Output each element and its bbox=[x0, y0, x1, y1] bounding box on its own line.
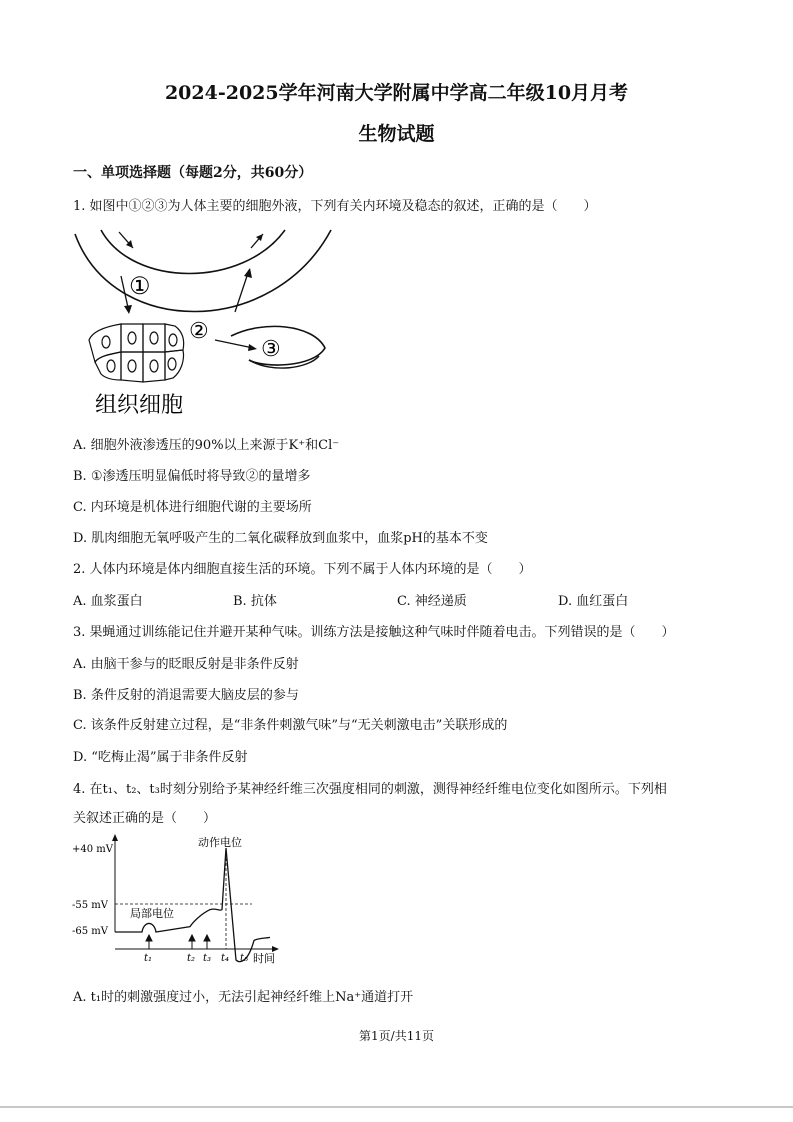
q1-option-d: D. 肌肉细胞无氧呼吸产生的二氧化碳释放到血浆中，血浆pH的基本不变 bbox=[73, 531, 488, 546]
y-tick-plus40: +40 mV bbox=[72, 844, 113, 855]
x-tick-t5: t₅ bbox=[240, 953, 249, 964]
label-1: ① bbox=[129, 272, 151, 300]
y-axis-arrow bbox=[112, 834, 118, 841]
section-heading: 一、单项选择题（每题2分，共60分） bbox=[73, 165, 313, 181]
tissue-cell-label: 组织细胞 bbox=[95, 393, 184, 418]
exam-title: 2024-2025学年河南大学附属中学高二年级10月月考 bbox=[164, 82, 629, 104]
x-tick-t1: t₁ bbox=[144, 953, 153, 964]
q2-option-c: C. 神经递质 bbox=[397, 594, 467, 609]
label-2: ② bbox=[189, 319, 209, 344]
body-fluid-diagram bbox=[73, 228, 333, 420]
bottom-rule bbox=[0, 1106, 793, 1108]
question-3-stem: 3. 果蝇通过训练能记住并避开某种气味。训练方法是接触这种气味时伴随着电击。下列错误的是（ ） bbox=[73, 625, 675, 640]
q1-option-b: B. ①渗透压明显偏低时将导致②的量增多 bbox=[73, 469, 311, 484]
label-3: ③ bbox=[261, 337, 281, 362]
question-4-stem-line1: 4. 在t₁、t₂、t₃时刻分别给予某神经纤维三次强度相同的刺激，测得神经纤维电位变化如图所示。下列相 bbox=[73, 782, 667, 797]
q2-option-b: B. 抗体 bbox=[233, 594, 277, 609]
x-tick-t3: t₃ bbox=[203, 953, 212, 964]
local-potential-label: 局部电位 bbox=[130, 907, 174, 920]
q1-option-a: A. 细胞外液渗透压的90%以上来源于K⁺和Cl⁻ bbox=[73, 438, 340, 453]
q3-option-c: C. 该条件反射建立过程，是“非条件刺激气味”与“无关刺激电击”关联形成的 bbox=[73, 718, 508, 733]
q3-option-d: D. “吃梅止渴”属于非条件反射 bbox=[73, 750, 248, 765]
tissue-cells bbox=[89, 324, 184, 382]
q1-option-c: C. 内环境是机体进行细胞代谢的主要场所 bbox=[73, 500, 312, 515]
question-1-stem: 1. 如图中①②③为人体主要的细胞外液，下列有关内环境及稳态的叙述，正确的是（ ） bbox=[73, 199, 597, 214]
question-4-stem-line2: 关叙述正确的是（ ） bbox=[73, 811, 217, 826]
x-tick-t4: t₄ bbox=[221, 953, 230, 964]
action-potential-label: 动作电位 bbox=[198, 836, 242, 849]
exam-subtitle: 生物试题 bbox=[358, 123, 435, 145]
x-tick-t2: t₂ bbox=[187, 953, 196, 964]
q4-option-a: A. t₁时的刺激强度过小，无法引起神经纤维上Na⁺通道打开 bbox=[73, 990, 414, 1005]
q2-option-d: D. 血红蛋白 bbox=[558, 594, 629, 609]
q3-option-a: A. 由脑干参与的眨眼反射是非条件反射 bbox=[73, 657, 299, 672]
y-tick-minus65: -65 mV bbox=[72, 926, 108, 937]
page-footer: 第1页/共11页 bbox=[359, 1029, 434, 1043]
q2-option-a: A. 血浆蛋白 bbox=[73, 594, 143, 609]
x-axis-label: 时间 bbox=[253, 952, 275, 965]
membrane-potential-chart bbox=[70, 832, 285, 968]
question-2-stem: 2. 人体内环境是体内细胞直接生活的环境。下列不属于人体内环境的是（ ） bbox=[73, 562, 532, 577]
q3-option-b: B. 条件反射的消退需要大脑皮层的参与 bbox=[73, 688, 299, 703]
y-tick-minus55: -55 mV bbox=[72, 900, 108, 911]
stimulus-arrows bbox=[146, 935, 210, 949]
